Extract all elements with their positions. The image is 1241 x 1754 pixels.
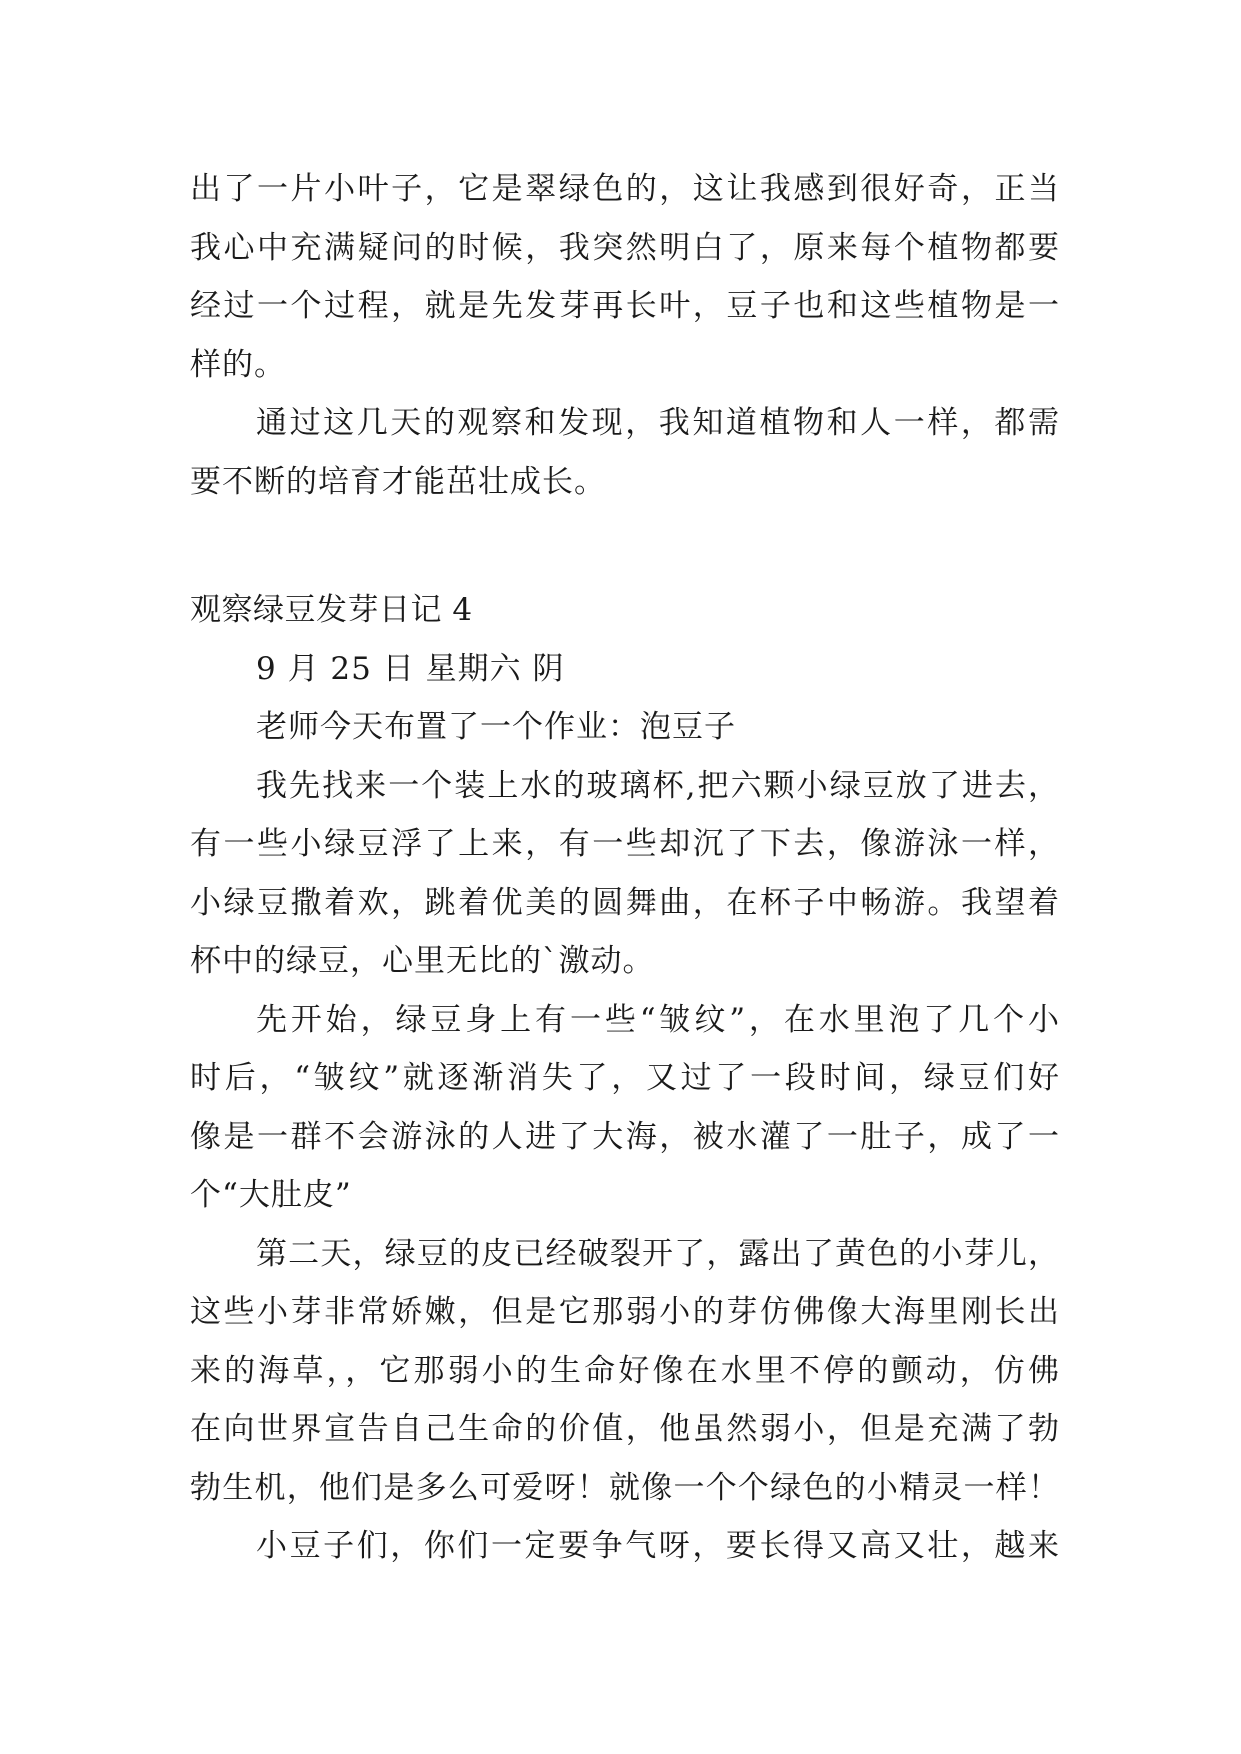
text-line: 在向世界宣告自己生命的价值，他虽然弱小，但是充满了勃 [190, 1411, 1060, 1447]
text-line: 勃生机，他们是多么可爱呀！就像一个个绿色的小精灵一样！ [190, 1469, 1060, 1506]
paragraph-continued [190, 160, 1060, 394]
paragraph-assignment [190, 698, 1060, 757]
text-line: 我先找来一个装上水的玻璃杯,把六颗小绿豆放了进去， [256, 767, 1060, 804]
document-body [190, 160, 1060, 1576]
text-line: 像是一群不会游泳的人进了大海，被水灌了一肚子，成了一 [190, 1118, 1060, 1155]
text-line: 杯中的绿豆，心里无比的`激动。 [190, 943, 655, 979]
section-gap [190, 511, 1060, 581]
text-line: 老师今天布置了一个作业：泡豆子 [256, 709, 736, 745]
text-line: 经过一个过程，就是先发芽再长叶，豆子也和这些植物是一 [190, 288, 1060, 324]
text-line: 个“大肚皮” [190, 1177, 352, 1213]
section-heading: 观察绿豆发芽日记 4 [190, 592, 473, 628]
paragraph-glass [190, 757, 1060, 991]
text-line: 样的。 [190, 346, 286, 383]
text-line: 出了一片小叶子，它是翠绿色的，这让我感到很好奇，正当 [190, 171, 1060, 207]
text-line: 要不断的培育才能茁壮成长。 [190, 463, 606, 500]
text-line: 来的海草，，它那弱小的生命好像在水里不停的颤动，仿佛 [190, 1352, 1060, 1389]
text-line: 小绿豆撒着欢，跳着优美的圆舞曲，在杯子中畅游。我望着 [190, 884, 1060, 921]
paragraph-encouragement [190, 1517, 1060, 1576]
text-line: 我心中充满疑问的时候，我突然明白了，原来每个植物都要 [190, 229, 1060, 266]
text-line: 先开始，绿豆身上有一些“皱纹”，在水里泡了几个小 [256, 1001, 1060, 1038]
date-line: 9 月 25 日 星期六 阴 [256, 650, 565, 687]
text-line: 小豆子们，你们一定要争气呀，要长得又高又壮，越来 [256, 1528, 1060, 1564]
text-line: 时后，“皱纹”就逐渐消失了，又过了一段时间，绿豆们好 [190, 1060, 1060, 1096]
text-line: 第二天，绿豆的皮已经破裂开了，露出了黄色的小芽儿， [256, 1235, 1060, 1272]
paragraph-second-day [190, 1225, 1060, 1518]
paragraph-wrinkles [190, 991, 1060, 1225]
text-line: 通过这几天的观察和发现，我知道植物和人一样，都需 [256, 405, 1060, 441]
text-line: 有一些小绿豆浮了上来，有一些却沉了下去，像游泳一样， [190, 826, 1060, 862]
text-line: 这些小芽非常娇嫩，但是它那弱小的芽仿佛像大海里刚长出 [190, 1294, 1060, 1330]
paragraph-conclusion [190, 394, 1060, 511]
